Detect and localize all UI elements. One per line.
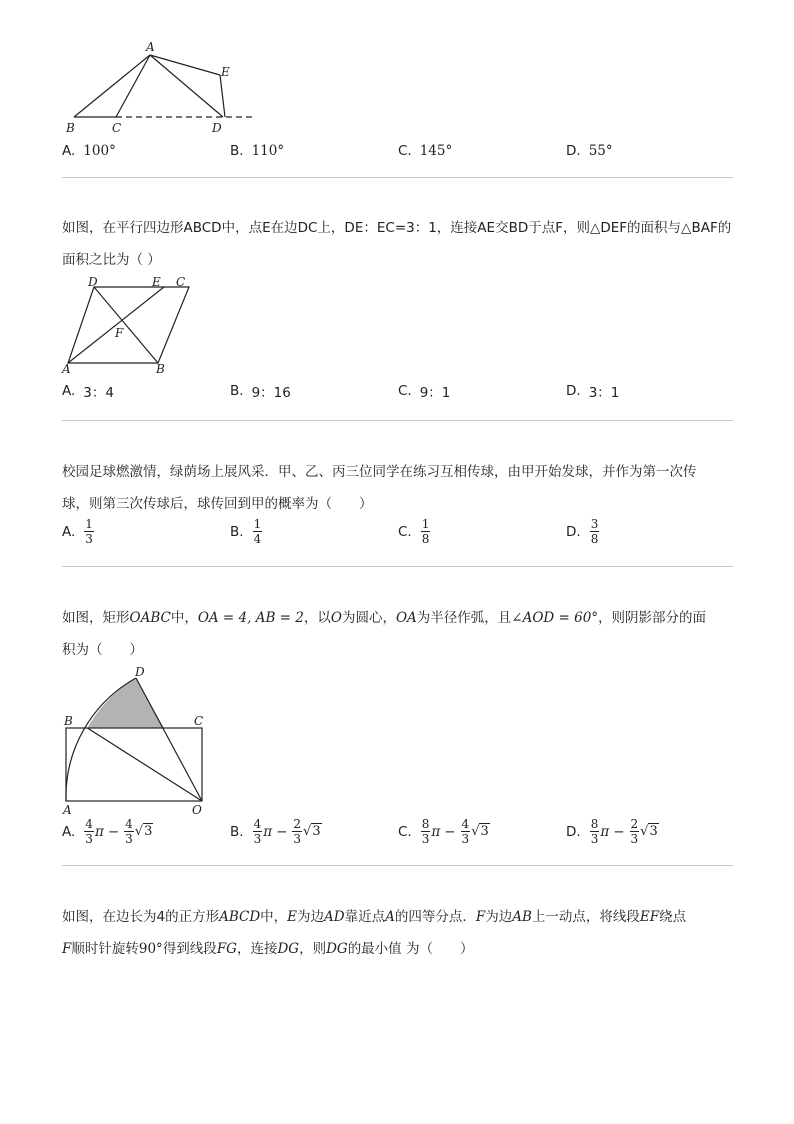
- q3-option-d-fraction: [590, 517, 600, 546]
- q2-parallelogram: [68, 287, 189, 363]
- q4-label-d: D: [135, 665, 145, 679]
- q4-option-a-frac2-den: 3: [125, 832, 133, 846]
- q1-label-d: D: [212, 121, 222, 135]
- q4-option-d-radicand: 3: [649, 824, 658, 839]
- separator-1: [62, 177, 733, 178]
- q5-stem-math-6: AB: [512, 909, 532, 925]
- q4-option-d-frac2-num: 2: [630, 817, 639, 831]
- q4-option-a-frac1-den: 3: [85, 832, 93, 846]
- q4-option-a-frac2-num: 4: [125, 817, 133, 831]
- q5-stem2-text-1: 顺时针旋转: [71, 941, 139, 957]
- q3-option-a[interactable]: [62, 517, 95, 546]
- q4-label-c: C: [194, 714, 204, 728]
- q5-stem-line2: [62, 933, 473, 965]
- q1-segment-ae: [150, 55, 220, 75]
- q2-label-c: C: [176, 275, 186, 289]
- q4-stem-math-4: OA: [395, 610, 417, 626]
- q5-stem2-math-5: DG: [326, 941, 348, 957]
- q4-option-b-frac2: [292, 817, 302, 846]
- q5-stem-text-4: 靠近点: [344, 909, 386, 925]
- q4-option-a-frac1: [84, 817, 94, 846]
- q4-option-a-pi: π: [94, 823, 104, 840]
- q5-stem-math-3: AD: [324, 909, 345, 925]
- q5-stem2-text-2: 得到线段: [162, 941, 217, 957]
- q5-stem-line1: [62, 901, 686, 933]
- q4-option-d-frac1-den: 3: [590, 832, 599, 846]
- q4-option-c-frac1-num: 8: [421, 817, 430, 831]
- q4-option-a-radicand: 3: [144, 824, 153, 839]
- separator-2: [62, 420, 733, 421]
- q4-option-b-frac1-num: 4: [253, 817, 262, 831]
- q2-diagonal-bd: [94, 287, 158, 363]
- q3-option-c-numerator: 1: [421, 517, 430, 531]
- q5-stem-text-1: 如图，在边长为4的正方形: [62, 909, 220, 925]
- q4-stem-math-5: ∠AOD = 60°: [511, 610, 599, 626]
- q1-option-b-value: 110°: [251, 143, 285, 159]
- q4-stem-line1: [62, 602, 706, 634]
- q2-option-d-value: 3：1: [588, 385, 620, 401]
- q5-stem2-text-4: ，则: [299, 941, 327, 957]
- q4-stem-math-3: O: [330, 610, 342, 626]
- q2-stem-line2: 面积之比为（ ）: [62, 252, 161, 268]
- q4-rectangle: [66, 728, 202, 801]
- q5-stem-text-2: 中，: [260, 909, 288, 925]
- q5-stem2-math-4: DG: [277, 941, 300, 957]
- q4-option-b-pi: π: [263, 823, 273, 840]
- q4-stem-text-2: 中，: [170, 610, 198, 626]
- q2-option-d-label: D.: [566, 383, 581, 399]
- q4-stem-text-5: 为半径作弧，且: [416, 610, 512, 626]
- q2-label-a: A: [62, 362, 71, 376]
- q3-option-b-denominator: 4: [253, 532, 262, 546]
- q4-option-c-sqrt: √3: [471, 824, 489, 839]
- q4-option-b-radicand: 3: [312, 824, 321, 839]
- q4-option-b-frac1: [253, 817, 263, 846]
- q2-option-c[interactable]: [398, 381, 450, 401]
- q4-stem-text-1: 如图，矩形: [62, 610, 130, 626]
- q4-option-d-frac2-den: 3: [630, 832, 639, 846]
- q2-label-b: B: [156, 362, 165, 376]
- q1-label-c: C: [112, 121, 122, 135]
- q3-option-b-fraction: [253, 517, 263, 546]
- q5-stem2-text-3: ，连接: [236, 941, 278, 957]
- q1-option-c[interactable]: [398, 143, 452, 159]
- q4-option-d-pi: π: [600, 823, 610, 840]
- q4-stem-text-4: 为圆心，: [341, 610, 396, 626]
- q4-stem-math-2: OA = 4, AB = 2: [197, 610, 304, 626]
- q4-option-a-frac1-num: 4: [85, 817, 93, 831]
- q1-segment-ad: [150, 55, 223, 117]
- q2-option-c-label: C.: [398, 383, 412, 399]
- q3-option-b-label: B.: [230, 523, 244, 540]
- q3-option-b[interactable]: [230, 517, 263, 546]
- q4-segment-ob: [87, 728, 202, 801]
- q1-figure: [60, 38, 260, 136]
- q2-option-a-label: A.: [62, 383, 76, 399]
- q1-option-d[interactable]: [566, 143, 613, 159]
- q4-option-a-label: A.: [62, 823, 76, 840]
- q3-stem-line1: 校园足球燃激情，绿荫场上展风采．甲、乙、丙三位同学在练习互相传球，由甲开始发球，并作为第一次传: [62, 464, 697, 480]
- q1-option-d-label: D.: [566, 143, 581, 159]
- q3-option-b-numerator: 1: [253, 517, 262, 531]
- q4-option-c-label: C.: [398, 823, 412, 840]
- q5-stem-math-1: ABCD: [219, 909, 261, 925]
- separator-4: [62, 865, 733, 866]
- q2-option-a[interactable]: [62, 381, 114, 401]
- q2-option-b[interactable]: [230, 381, 291, 401]
- q3-option-c[interactable]: [398, 517, 431, 546]
- q4-option-c-radicand: 3: [480, 824, 489, 839]
- q2-option-b-label: B.: [230, 383, 244, 399]
- q2-stem-line1: 如图，在平行四边形ABCD中，点E在边DC上，DE：EC=3：1，连接AE交BD于点F，则△DEF的面积与△BAF的: [62, 220, 732, 236]
- q3-option-c-label: C.: [398, 523, 412, 540]
- q4-option-d-sqrt: √3: [640, 824, 658, 839]
- q2-label-e: E: [152, 275, 161, 289]
- q4-option-c-frac2-num: 4: [461, 817, 470, 831]
- q4-segment-od: [136, 678, 202, 801]
- q4-option-c-frac2: [461, 817, 471, 846]
- q2-segment-ae: [68, 287, 164, 363]
- q4-option-b-sqrt: √3: [303, 824, 321, 839]
- q1-option-b[interactable]: [230, 143, 284, 159]
- q1-option-c-label: C.: [398, 143, 412, 159]
- q5-stem-text-3: 为边: [297, 909, 325, 925]
- q2-option-c-value: 9：1: [419, 385, 451, 401]
- q5-stem-math-4: A: [385, 909, 395, 925]
- q4-option-c-frac1-den: 3: [421, 832, 430, 846]
- q4-shaded-region: [87, 678, 164, 728]
- q3-option-a-fraction: [84, 517, 94, 546]
- q1-label-b: B: [66, 121, 75, 135]
- q5-stem2-text-5: 的最小值 为（ ）: [347, 941, 474, 957]
- q4-option-b-minus: −: [276, 823, 288, 840]
- q4-option-d-label: D.: [566, 823, 581, 840]
- q5-stem-math-7: EF: [639, 909, 660, 925]
- q1-option-d-value: 55°: [588, 143, 613, 159]
- q4-option-d-minus: −: [613, 823, 625, 840]
- q1-option-b-label: B.: [230, 143, 244, 159]
- q5-stem-math-5: F: [475, 909, 486, 925]
- q1-option-c-value: 145°: [419, 143, 453, 159]
- q4-stem-line2: 积为（ ）: [62, 642, 143, 658]
- q3-option-a-numerator: 1: [85, 517, 93, 531]
- q2-option-b-value: 9：16: [251, 385, 291, 401]
- q4-stem-math-1: OABC: [129, 610, 171, 626]
- q4-stem-text-3: ，以: [303, 610, 331, 626]
- q5-stem-math-2: E: [287, 909, 298, 925]
- q5-stem2-math-3: FG: [216, 941, 237, 957]
- q3-option-c-fraction: [421, 517, 431, 546]
- q1-segment-ac: [116, 55, 150, 117]
- q1-option-a[interactable]: [62, 143, 116, 159]
- q1-option-a-value: 100°: [83, 143, 116, 159]
- q4-option-a[interactable]: [62, 817, 153, 846]
- q4-option-c[interactable]: [398, 817, 490, 846]
- q2-figure: [58, 274, 198, 376]
- q5-stem2-math-2: 90°: [138, 941, 163, 957]
- q4-option-b-frac1-den: 3: [253, 832, 262, 846]
- q4-option-a-minus: −: [107, 823, 120, 840]
- q4-option-c-frac1: [421, 817, 431, 846]
- q2-option-a-value: 3：4: [83, 385, 114, 401]
- q1-segment-ed: [220, 75, 225, 117]
- q5-stem-text-6: 为边: [485, 909, 513, 925]
- q4-option-b-label: B.: [230, 823, 244, 840]
- q1-option-a-label: A.: [62, 143, 76, 159]
- q4-option-d[interactable]: [566, 817, 659, 846]
- q3-option-a-label: A.: [62, 523, 76, 540]
- q2-label-d: D: [88, 275, 98, 289]
- q3-option-d-numerator: 3: [590, 517, 599, 531]
- q1-label-a: A: [146, 40, 155, 54]
- separator-3: [62, 566, 733, 567]
- q4-option-b-frac2-num: 2: [293, 817, 302, 831]
- q2-option-d[interactable]: [566, 381, 619, 401]
- q4-option-c-frac2-den: 3: [461, 832, 470, 846]
- q1-segment-ab: [74, 55, 150, 117]
- q4-label-a: A: [63, 803, 72, 817]
- q4-option-a-frac2: [124, 817, 134, 846]
- q4-label-b: B: [64, 714, 73, 728]
- q4-option-c-pi: π: [431, 823, 441, 840]
- q5-stem-text-7: 上一动点，将线段: [531, 909, 640, 925]
- q3-stem-line2: 球，则第三次传球后，球传回到甲的概率为（ ）: [62, 496, 373, 512]
- q4-stem-text-6: ，则阴影部分的面: [598, 610, 707, 626]
- q3-option-a-denominator: 3: [85, 532, 93, 546]
- q3-option-d[interactable]: [566, 517, 600, 546]
- q4-option-b[interactable]: [230, 817, 322, 846]
- q4-label-o: O: [192, 803, 202, 817]
- q5-stem-text-5: 的四等分点．: [394, 909, 476, 925]
- q4-option-d-frac1: [590, 817, 600, 846]
- q4-option-d-frac1-num: 8: [590, 817, 599, 831]
- q4-figure: [58, 664, 218, 818]
- q5-stem-text-8: 绕点: [659, 909, 687, 925]
- q4-option-c-minus: −: [444, 823, 456, 840]
- q2-label-f: F: [115, 326, 124, 340]
- q3-option-d-denominator: 8: [590, 532, 599, 546]
- q3-option-c-denominator: 8: [421, 532, 430, 546]
- q1-label-e: E: [221, 65, 230, 79]
- q4-option-a-sqrt: √3: [134, 824, 153, 839]
- q3-option-d-label: D.: [566, 523, 581, 540]
- q4-option-d-frac2: [630, 817, 640, 846]
- q5-stem2-math-1: F: [62, 941, 72, 957]
- q4-option-b-frac2-den: 3: [293, 832, 302, 846]
